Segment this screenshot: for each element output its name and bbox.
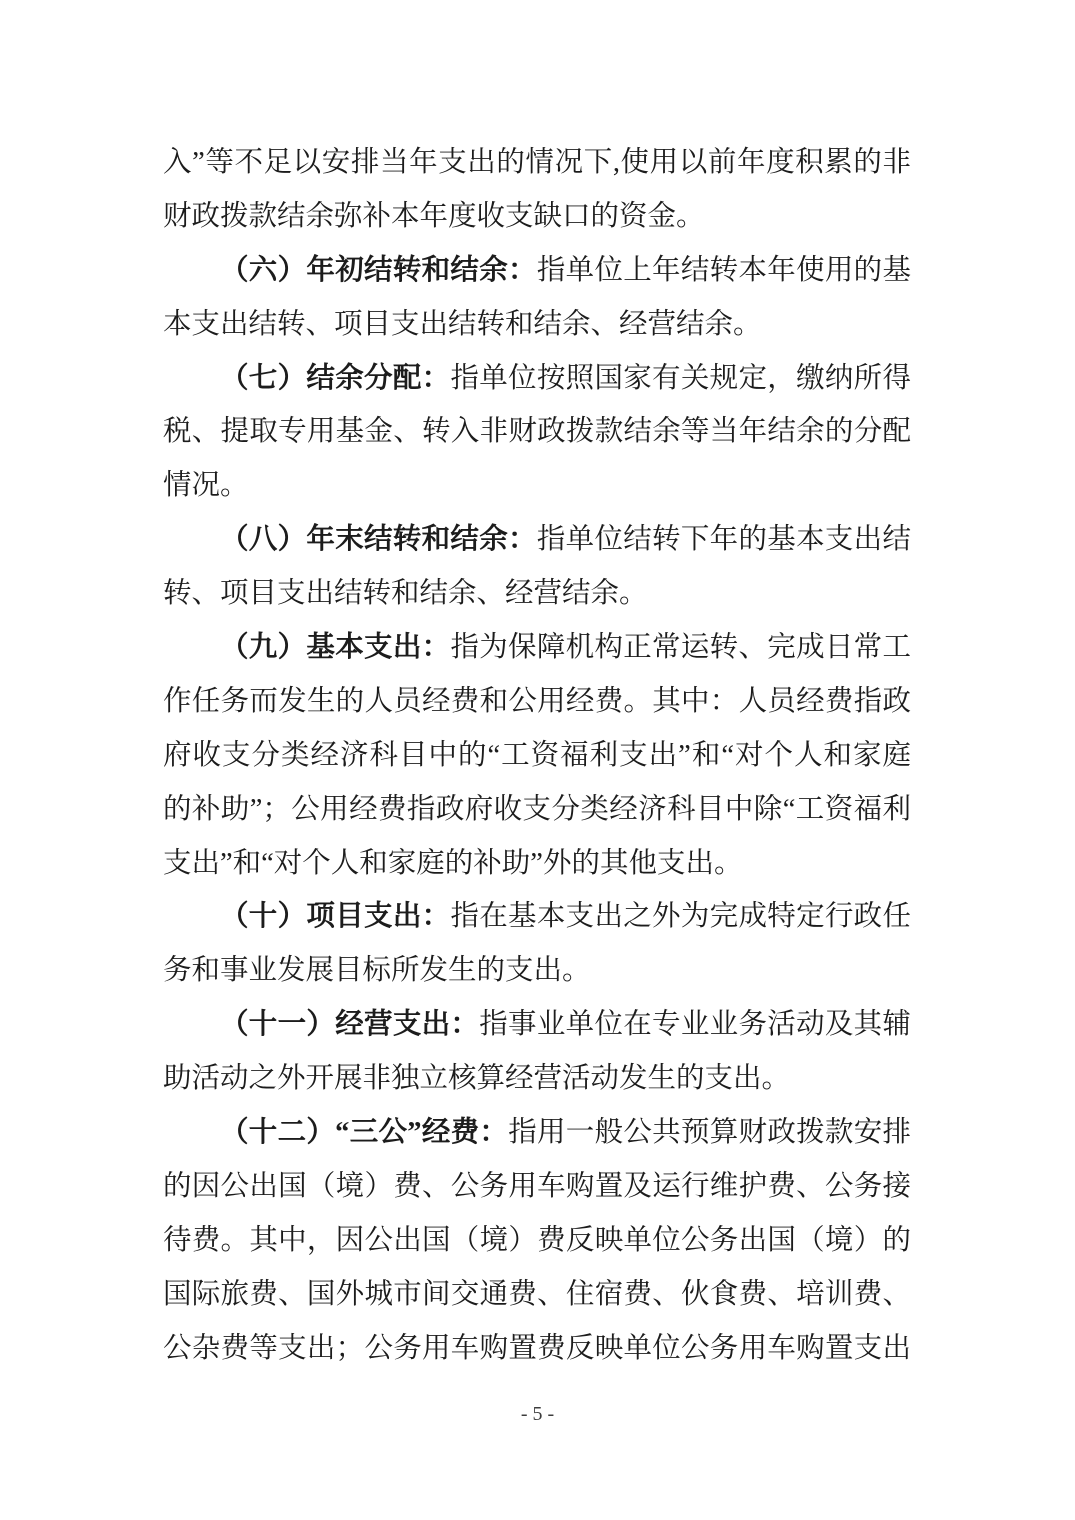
page-number: - 5 - — [520, 1403, 555, 1425]
text-body — [163, 136, 911, 1375]
term-heading: （十）项目支出： — [220, 901, 451, 933]
body-text: 务和事业发展目标所发生的支出。 — [163, 955, 591, 987]
body-text: 情况。 — [163, 470, 249, 502]
text-line — [163, 513, 911, 567]
body-text: 本支出结转、项目支出结转和结余、经营结余。 — [163, 308, 762, 340]
body-text: 作任务而发生的人员经费和公用经费。其中：人员经费指政 — [163, 685, 911, 717]
term-heading: （八）年末结转和结余： — [220, 524, 537, 556]
body-text: 指事业单位在专业业务活动及其辅 — [479, 1009, 911, 1041]
term-heading: （九）基本支出： — [220, 632, 451, 664]
body-text: 入”等不足以安排当年支出的情况下,使用以前年度积累的非 — [163, 147, 911, 178]
body-text: 指单位按照国家有关规定，缴纳所得 — [450, 362, 911, 394]
body-text: 的补助”；公用经费指政府收支分类经济科目中除“工资福利 — [163, 793, 911, 825]
text-line — [163, 459, 911, 513]
text-line — [163, 837, 911, 891]
text-line — [163, 1160, 911, 1214]
body-text: 指在基本支出之外为完成特定行政任 — [450, 901, 911, 933]
text-line — [163, 405, 911, 459]
text-line — [163, 298, 911, 352]
text-line — [163, 1214, 911, 1268]
text-line — [163, 944, 911, 998]
body-text: 待费。其中，因公出国（境）费反映单位公务出国（境）的 — [163, 1224, 911, 1256]
text-line — [163, 1106, 911, 1160]
body-text: 助活动之外开展非独立核算经营活动发生的支出。 — [163, 1063, 791, 1095]
term-heading: （十一）经营支出： — [220, 1009, 480, 1041]
text-line — [163, 729, 911, 783]
text-line — [163, 1052, 911, 1106]
text-line — [163, 621, 911, 675]
text-line — [163, 244, 911, 298]
text-line — [163, 352, 911, 406]
body-text: 财政拨款结余弥补本年度收支缺口的资金。 — [163, 200, 705, 232]
text-line — [163, 1268, 911, 1322]
text-line — [163, 190, 911, 244]
body-text: 国际旅费、国外城市间交通费、住宿费、伙食费、培训费、 — [163, 1278, 911, 1310]
text-line — [163, 567, 911, 621]
text-line — [163, 890, 911, 944]
body-text: 税、提取专用基金、转入非财政拨款结余等当年结余的分配 — [163, 416, 911, 448]
body-text: 指单位结转下年的基本支出结 — [536, 524, 911, 556]
term-heading: （十二）“三公”经费： — [220, 1117, 509, 1149]
body-text: 的因公出国（境）费、公务用车购置及运行维护费、公务接 — [163, 1170, 911, 1202]
body-text: 公杂费等支出；公务用车购置费反映单位公务用车购置支出 — [163, 1332, 911, 1364]
body-text: 指单位上年结转本年使用的基 — [536, 254, 911, 286]
body-text: 支出”和“对个人和家庭的补助”外的其他支出。 — [163, 847, 743, 879]
text-line — [163, 136, 911, 190]
term-heading: （六）年初结转和结余： — [220, 254, 537, 286]
body-text: 指为保障机构正常运转、完成日常工 — [450, 632, 911, 664]
body-text: 府收支分类经济科目中的“工资福利支出”和“对个人和家庭 — [163, 739, 911, 771]
text-line — [163, 675, 911, 729]
term-heading: （七）结余分配： — [220, 362, 451, 394]
text-line — [163, 1322, 911, 1376]
text-line — [163, 783, 911, 837]
body-text: 指用一般公共预算财政拨款安排 — [508, 1117, 911, 1149]
body-text: 转、项目支出结转和结余、经营结余。 — [163, 578, 648, 610]
text-line — [163, 998, 911, 1052]
